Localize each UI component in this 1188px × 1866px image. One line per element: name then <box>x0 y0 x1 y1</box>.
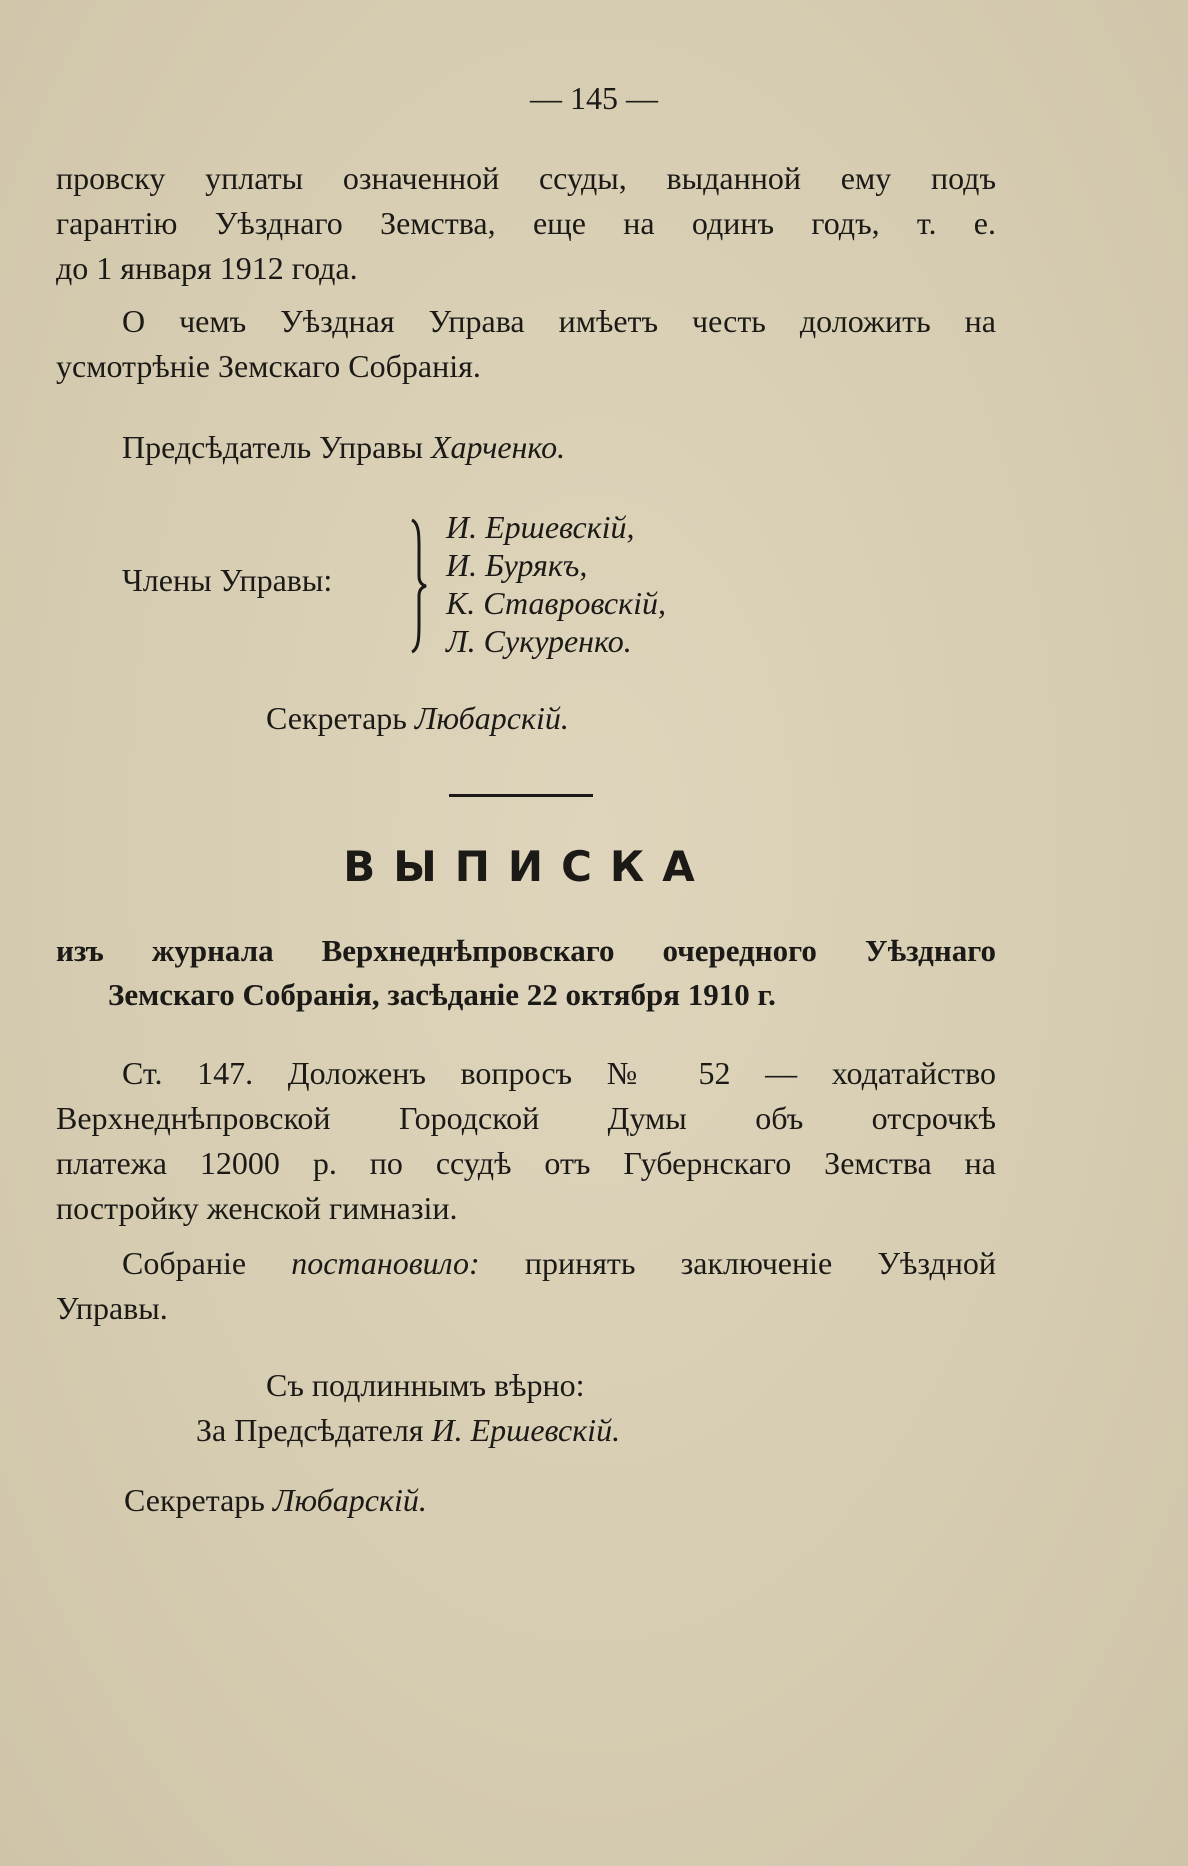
chairman-line <box>122 425 1062 470</box>
secretary-line-2 <box>124 1478 1064 1523</box>
secretary-name: Любарскій. <box>272 1482 427 1518</box>
page-number: — 145 — <box>530 80 658 116</box>
article-line-3: платежа 12000 р. по ссудѣ отъ Губернскаго Земства на <box>56 1145 996 1181</box>
extract-heading: ВЫПИСКА <box>343 842 713 891</box>
paragraph-1-line-3: до 1 января 1912 года. <box>56 250 358 286</box>
chairman-name: Харченко. <box>430 429 566 465</box>
resolution-line-2: Управы. <box>56 1290 168 1326</box>
subheading-line-1: изъ журнала Верхнеднѣпровскаго очередного Уѣзднаго <box>56 933 996 968</box>
subheading-line-2: Земскаго Собранія, засѣданіе 22 октября 1910 г. <box>108 977 776 1012</box>
paragraph-1-line-1: провску уплаты означенной ссуды, выданной ему подъ <box>56 160 996 196</box>
secretary-line <box>266 696 1188 741</box>
resolution-decided: постановило: <box>291 1245 480 1281</box>
member-name: Л. Сукуренко. <box>446 623 632 659</box>
section-divider <box>449 794 593 797</box>
resolution-line-1 <box>122 1241 996 1286</box>
secretary-label: Секретарь <box>124 1482 265 1518</box>
member-name: И. Бурякъ, <box>446 547 588 583</box>
paragraph-1-line-2: гарантію Уѣзднаго Земства, еще на одинъ годъ, т. е. <box>56 205 996 241</box>
curly-brace <box>410 518 428 654</box>
member-name: И. Ершевскій, <box>446 509 635 545</box>
chairman-label: Предсѣдатель Управы <box>122 429 423 465</box>
certification-label: За Предсѣдателя <box>196 1412 424 1448</box>
members-list <box>446 508 666 660</box>
members-label: Члены Управы: <box>122 562 333 598</box>
secretary-label: Секретарь <box>266 700 407 736</box>
secretary-name: Любарскій. <box>414 700 569 736</box>
resolution-rest: принять заключеніе Уѣздной <box>524 1245 996 1281</box>
resolution-start: Собраніе <box>122 1245 247 1281</box>
paragraph-2-line-1: О чемъ Уѣздная Управа имѣетъ честь доложить на <box>122 303 996 339</box>
member-name: К. Ставровскій, <box>446 585 666 621</box>
certification-line-2 <box>196 1408 1136 1453</box>
certification-line-1: Съ подлиннымъ вѣрно: <box>266 1367 585 1403</box>
certification-name: И. Ершевскій. <box>431 1412 621 1448</box>
paragraph-2-line-2: усмотрѣніе Земскаго Собранія. <box>56 348 481 384</box>
article-line-2: Верхнеднѣпровской Городской Думы объ отсрочкѣ <box>56 1100 996 1136</box>
article-line-1: Ст. 147. Доложенъ вопросъ № 52 — ходатайство <box>122 1055 996 1091</box>
article-line-4: постройку женской гимназіи. <box>56 1190 458 1226</box>
